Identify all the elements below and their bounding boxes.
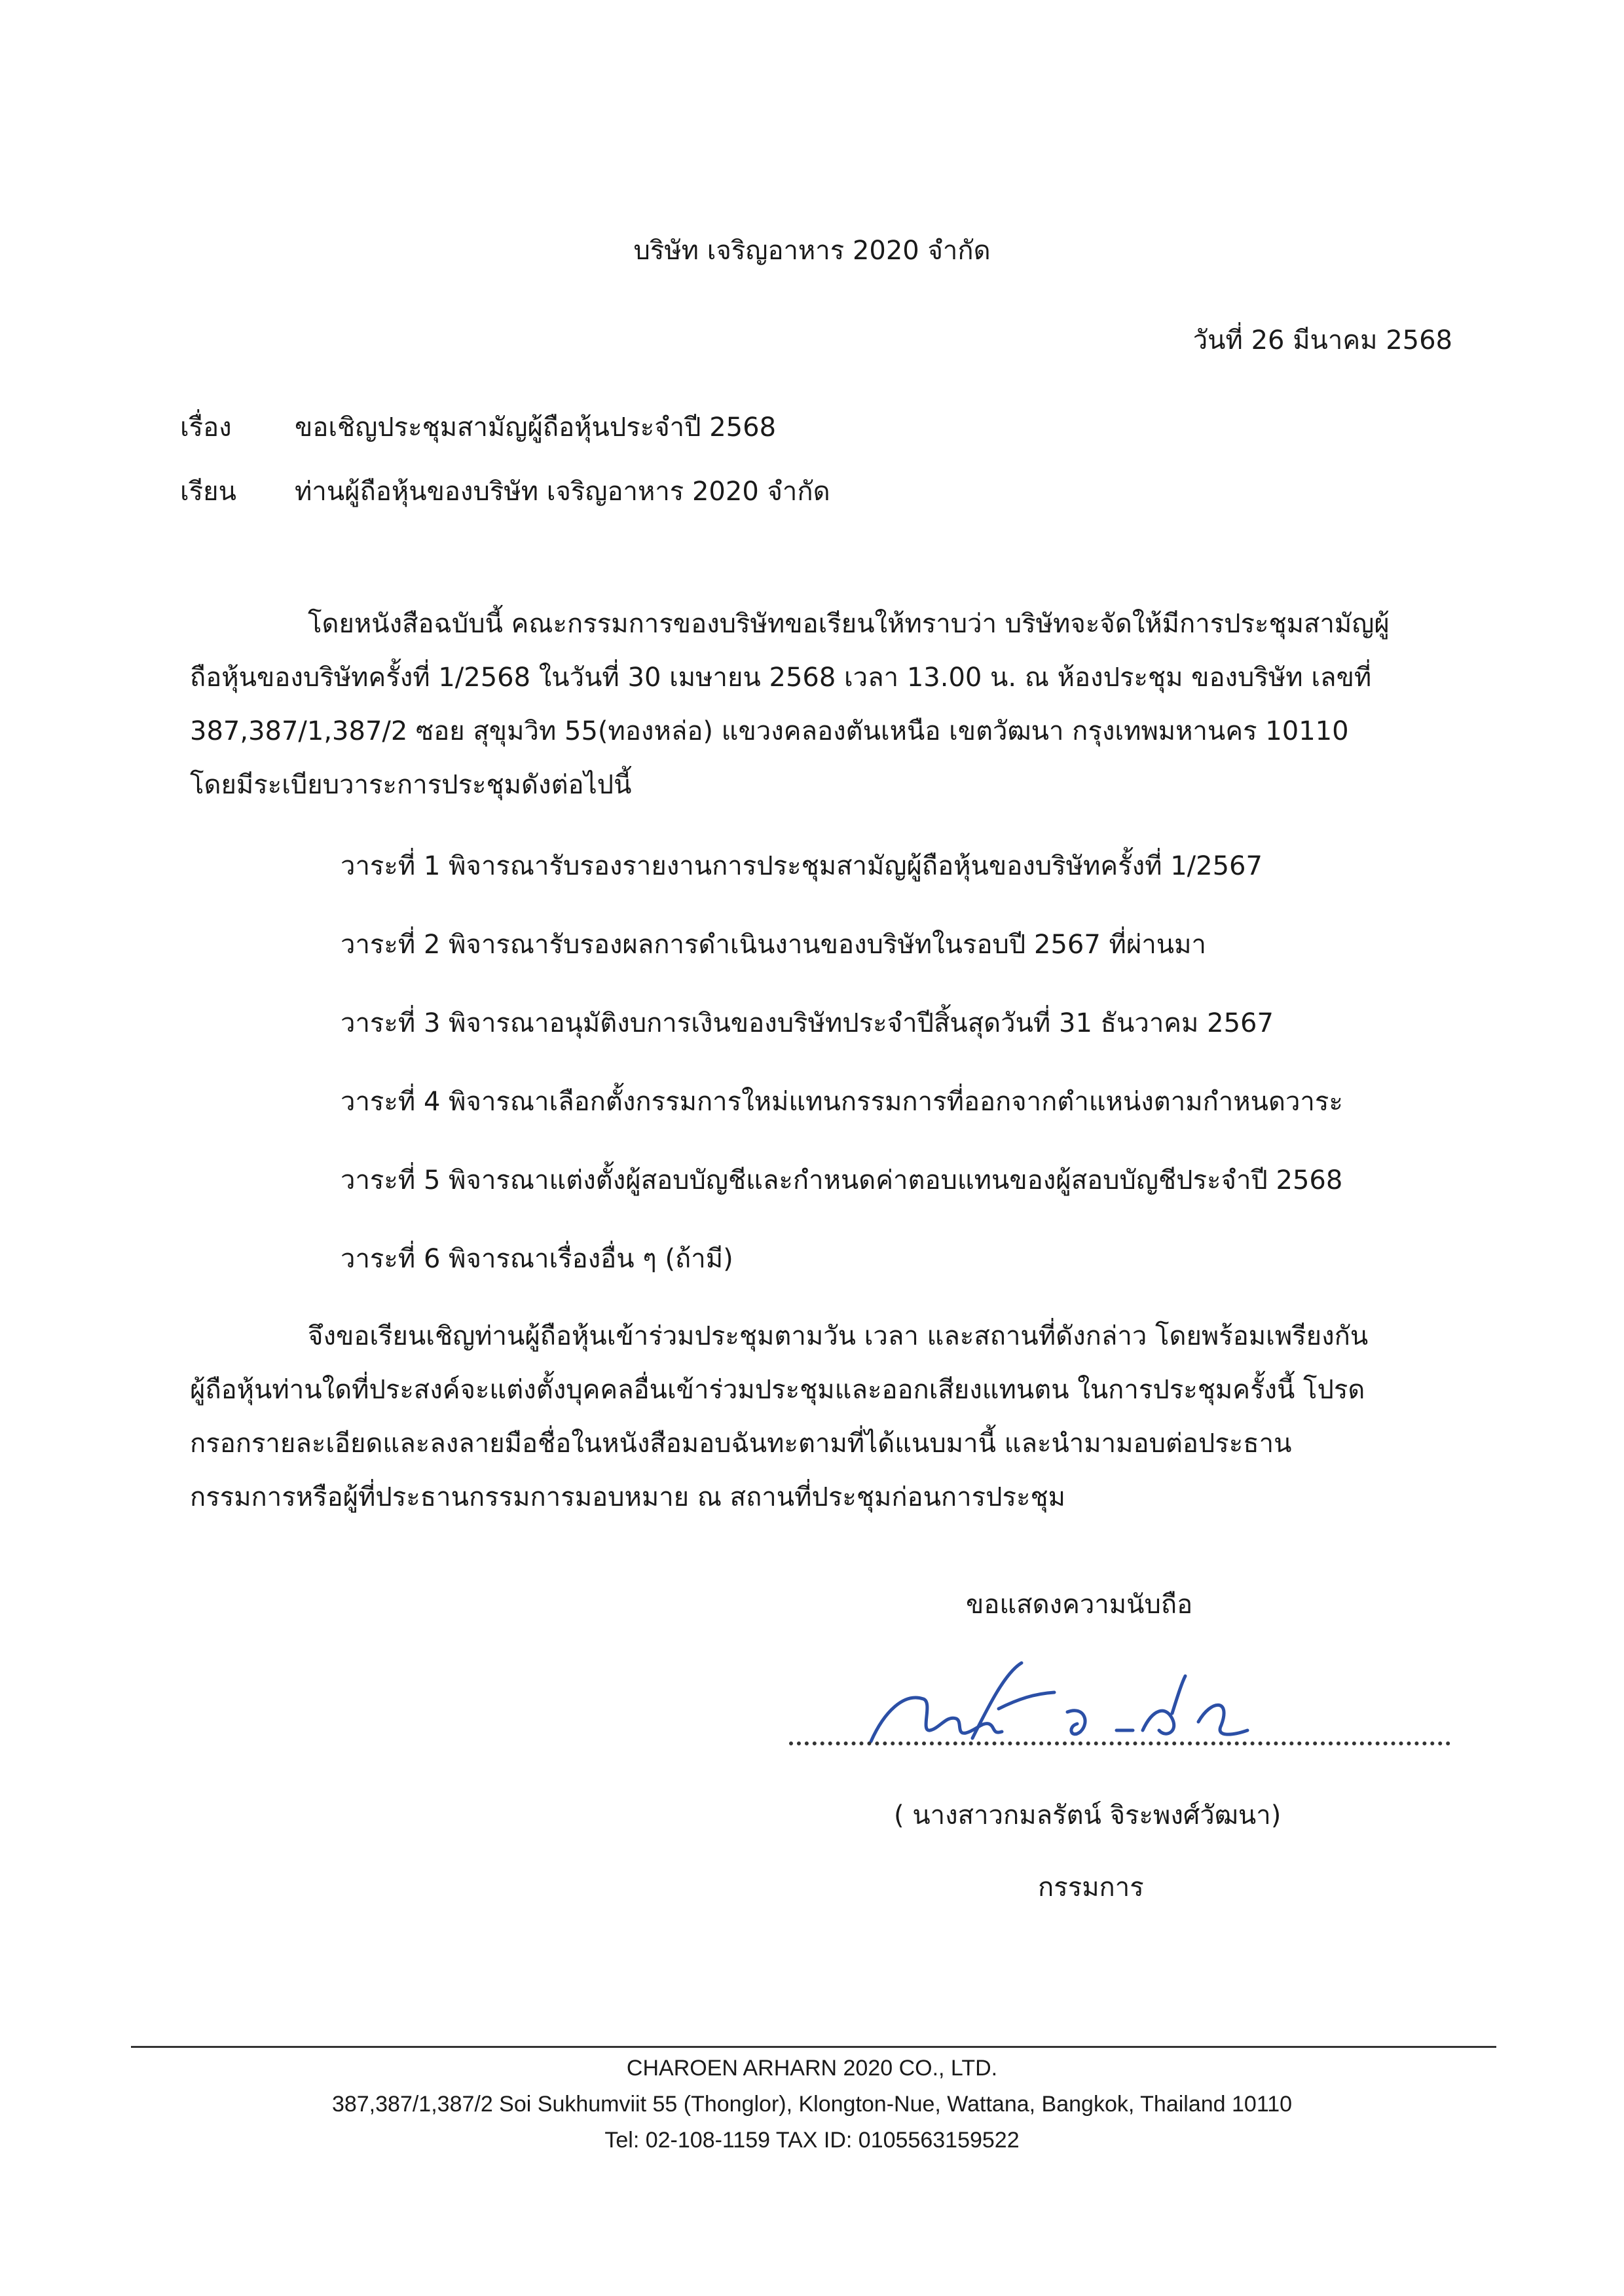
closing-salutation: ขอแสดงความนับถือ — [966, 1590, 1193, 1620]
invitation-paragraph — [190, 1309, 1428, 1524]
invite-line: ผู้ถือหุ้นท่านใดที่ประสงค์จะแต่งตั้งบุคคลอื่นเข้าร่วมประชุมและออกเสียงแทนตน ในการประชุมครั้งนี้ โปรด — [190, 1375, 1365, 1405]
intro-paragraph — [190, 597, 1428, 812]
subject-value: ขอเชิญประชุมสามัญผู้ถือหุ้นประจำปี 2568 — [295, 412, 777, 443]
signer-title: กรรมการ — [1038, 1872, 1144, 1903]
intro-line: ถือหุ้นของบริษัทครั้งที่ 1/2568 ในวันที่ 30 เมษายน 2568 เวลา 13.00 น. ณ ห้องประชุม ของบริษัท เลขที่ — [190, 663, 1372, 693]
letter-date: วันที่ 26 มีนาคม 2568 — [1192, 325, 1452, 355]
invite-line: จึงขอเรียนเชิญท่านผู้ถือหุ้นเข้าร่วมประชุมตามวัน เวลา และสถานที่ดังกล่าว โดยพร้อมเพรียงกัน — [308, 1321, 1369, 1351]
invite-line: กรอกรายละเอียดและลงลายมือชื่อในหนังสือมอบฉันทะตามที่ได้แนบมานี้ และนำมามอบต่อประธาน — [190, 1429, 1292, 1459]
company-title: บริษัท เจริญอาหาร 2020 จำกัด — [633, 236, 991, 266]
agenda-item: วาระที่ 3 พิจารณาอนุมัติงบการเงินของบริษัทประจำปีสิ้นสุดวันที่ 31 ธันวาคม 2567 — [341, 1008, 1274, 1038]
agenda-item: วาระที่ 4 พิจารณาเลือกตั้งกรรมการใหม่แทนกรรมการที่ออกจากตำแหน่งตามกำหนดวาระ — [341, 1087, 1343, 1117]
footer-address: 387,387/1,387/2 Soi Sukhumviit 55 (Thonglor), Klongton-Nue, Wattana, Bangkok, Thailand 10110 — [331, 2092, 1293, 2117]
footer-company-name: CHAROEN ARHARN 2020 CO., LTD. — [626, 2056, 998, 2081]
intro-line: โดยมีระเบียบวาระการประชุมดังต่อไปนี้ — [190, 770, 632, 800]
recipient-value: ท่านผู้ถือหุ้นของบริษัท เจริญอาหาร 2020 จำกัด — [295, 477, 830, 507]
signer-name: ( นางสาวกมลรัตน์ จิระพงศ์วัฒนา) — [894, 1800, 1282, 1831]
agenda-item: วาระที่ 6 พิจารณาเรื่องอื่น ๆ (ถ้ามี) — [341, 1244, 733, 1274]
footer-contact: Tel: 02-108-1159 TAX ID: 0105563159522 — [604, 2128, 1020, 2153]
agenda-item: วาระที่ 2 พิจารณารับรองผลการดำเนินงานของบริษัทในรอบปี 2567 ที่ผ่านมา — [341, 930, 1206, 960]
footer-divider — [131, 2046, 1496, 2048]
intro-line: 387,387/1,387/2 ซอย สุขุมวิท 55(ทองหล่อ) แขวงคลองตันเหนือ เขตวัฒนา กรุงเทพมหานคร 10110 — [190, 716, 1349, 746]
agenda-item: วาระที่ 5 พิจารณาแต่งตั้งผู้สอบบัญชีและกำหนดค่าตอบแทนของผู้สอบบัญชีประจำปี 2568 — [341, 1165, 1343, 1195]
agenda-item: วาระที่ 1 พิจารณารับรองรายงานการประชุมสามัญผู้ถือหุ้นของบริษัทครั้งที่ 1/2567 — [341, 851, 1263, 881]
invite-line: กรรมการหรือผู้ที่ประธานกรรมการมอบหมาย ณ สถานที่ประชุมก่อนการประชุม — [190, 1482, 1065, 1512]
subject-label: เรื่อง — [180, 412, 232, 443]
intro-line: โดยหนังสือฉบับนี้ คณะกรรมการของบริษัทขอเรียนให้ทราบว่า บริษัทจะจัดให้มีการประชุมสามัญผู้ — [308, 609, 1390, 639]
handwritten-signature — [858, 1653, 1251, 1751]
recipient-label: เรียน — [180, 477, 236, 507]
signature-line — [789, 1741, 1450, 1745]
